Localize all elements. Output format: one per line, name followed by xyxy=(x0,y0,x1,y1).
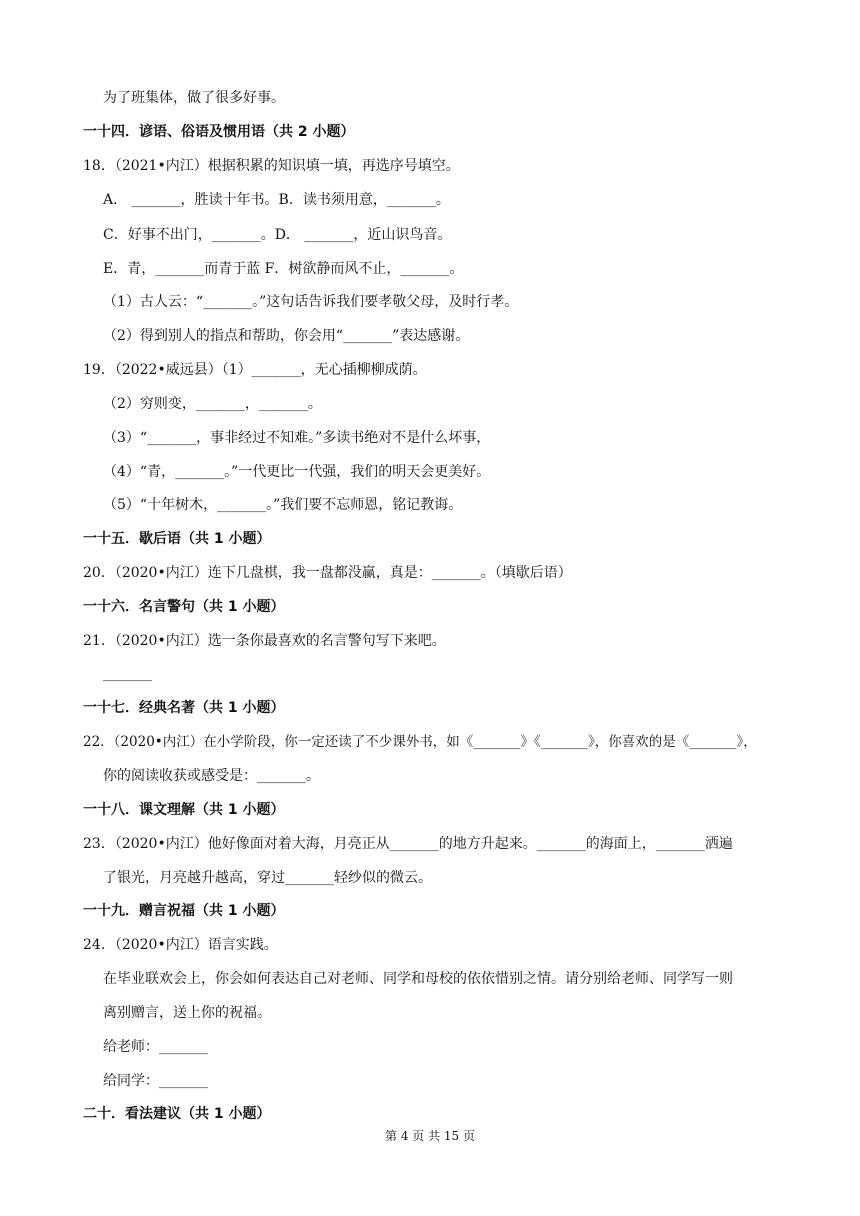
text-line: （2）得到别人的指点和帮助，你会用“_______”表达感谢。 xyxy=(103,328,470,344)
page-footer: 第 4 页 共 15 页 xyxy=(385,1129,475,1143)
section-heading: 一十六．名言警句（共 1 小题） xyxy=(83,599,285,615)
section-heading: 一十七．经典名著（共 1 小题） xyxy=(83,700,285,716)
question-line: 20．（2020•内江）连下几盘棋，我一盘都没赢，真是：_______。（填歇后语） xyxy=(83,565,572,581)
section-heading: 一十八．课文理解（共 1 小题） xyxy=(83,802,285,818)
text-line: 给同学：_______ xyxy=(103,1073,208,1089)
question-line: 23．（2020•内江）他好像面对着大海，月亮正从_______的地方升起来。_______的海面上，_______洒遍 xyxy=(83,836,733,852)
text-line: E．青，_______而青于蓝 F．树欲静而风不止，_______。 xyxy=(103,261,464,277)
text-line: （2）穷则变，_______，_______。 xyxy=(103,396,322,412)
text-line: （3）“_______，事非经过不知难。”多读书绝对不是什么坏事， xyxy=(103,430,491,446)
question-line: 22．（2020•内江）在小学阶段，你一定还读了不少课外书，如《_______》《_______》，你喜欢的是《_______》， xyxy=(83,734,757,750)
question-line: 21．（2020•内江）选一条你最喜欢的名言警句写下来吧。 xyxy=(83,633,446,649)
text-line: （5）“十年树木，_______。”我们要不忘师恩，铭记教诲。 xyxy=(103,497,463,513)
text-line: A． _______，胜读十年书。B．读书须用意，_______。 xyxy=(103,192,450,208)
answer-blank: _______ xyxy=(103,666,152,682)
section-heading: 二十．看法建议（共 1 小题） xyxy=(83,1106,271,1122)
section-heading: 一十五．歇后语（共 1 小题） xyxy=(83,531,271,547)
text-line: （4）“青，_______。”一代更比一代强，我们的明天会更美好。 xyxy=(103,464,491,480)
text-line: 为了班集体，做了很多好事。 xyxy=(103,90,285,106)
text-line: 在毕业联欢会上，你会如何表达自己对老师、同学和母校的依依惜别之情。请分别给老师、同学写一则 xyxy=(103,971,733,987)
text-line: 离别赠言，送上你的祝福。 xyxy=(103,1005,271,1021)
text-line: （1）古人云：“_______。”这句话告诉我们要孝敬父母，及时行孝。 xyxy=(103,294,519,310)
question-line: 19．（2022•威远县）（1）_______，无心插柳柳成荫。 xyxy=(83,362,427,378)
section-heading: 一十九．赠言祝福（共 1 小题） xyxy=(83,903,285,919)
text-line: 了银光，月亮越升越高，穿过_______轻纱似的微云。 xyxy=(103,870,432,886)
question-line: 24．（2020•内江）语言实践。 xyxy=(83,937,278,953)
question-line: 18．（2021•内江）根据积累的知识填一填，再选序号填空。 xyxy=(83,158,460,174)
text-line: 你的阅读收获或感受是：_______。 xyxy=(103,768,320,784)
text-line: 给老师：_______ xyxy=(103,1039,208,1055)
section-heading: 一十四．谚语、俗语及惯用语（共 2 小题） xyxy=(83,124,355,140)
text-line: C．好事不出门，_______。D． _______，近山识鸟音。 xyxy=(103,227,452,243)
